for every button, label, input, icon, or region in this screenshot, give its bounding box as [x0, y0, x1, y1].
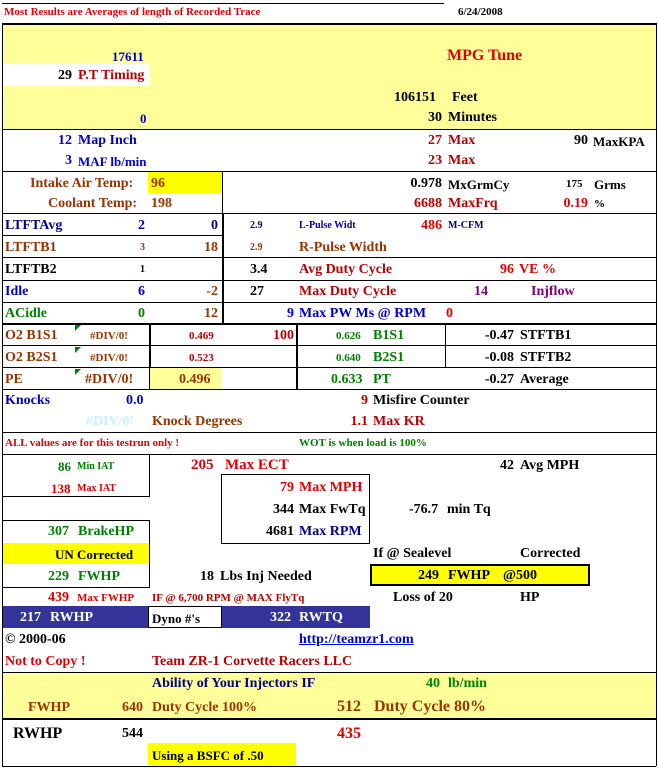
pct-value: 0.19 — [563, 196, 588, 211]
avg-mph-value: 42 — [500, 458, 514, 473]
pct-label: % — [594, 198, 605, 210]
knock-degrees-label: Knock Degrees — [152, 414, 243, 429]
tune-title: MPG Tune — [447, 47, 523, 64]
maxfwhp-label: Max FWHP — [77, 592, 135, 604]
maf-max-label: Max — [448, 153, 476, 168]
mcfm-value: 486 — [421, 218, 442, 233]
max-iat-value: 138 — [51, 481, 71, 496]
rwtq-value: 322 — [270, 610, 291, 625]
misfire-value: 9 — [361, 393, 368, 408]
knock-div: #DIV/0! — [86, 414, 135, 429]
rpulse-value: 2.9 — [250, 242, 263, 253]
knocks-label: Knocks — [5, 393, 51, 408]
fwtq-label: Max FwTq — [299, 502, 366, 517]
misfire-label: Misfire Counter — [373, 393, 470, 408]
ltftb1-v1: 3 — [140, 242, 145, 253]
grms-label: Grms — [594, 177, 626, 192]
o2-b1-label: O2 B1S1 — [5, 328, 58, 343]
pe-label: PE — [5, 372, 23, 387]
ltftavg-label: LTFTAvg — [5, 218, 63, 233]
avg-value: -0.27 — [484, 372, 514, 387]
wot-note: WOT is when load is 100% — [299, 437, 427, 449]
stft2-value: -0.08 — [484, 350, 514, 365]
o2-b2-right-value: 0.640 — [336, 352, 361, 364]
o2-b2-div: #DIV/0! — [90, 352, 128, 364]
stft2-label: STFTB2 — [520, 350, 572, 365]
knocks-value: 0.0 — [126, 393, 144, 408]
ltftb2-v1: 1 — [140, 264, 145, 275]
copyright: © 2000-06 — [5, 632, 66, 647]
max-mph-value: 79 — [280, 480, 294, 495]
maxduty-label: Max Duty Cycle — [299, 284, 397, 299]
sealevel-label: If @ Sealevel — [373, 546, 452, 561]
maf-max-value: 23 — [428, 153, 442, 168]
ltftb1-label: LTFTB1 — [5, 240, 57, 255]
acidle-label: ACidle — [5, 306, 47, 321]
min-iat-label: Min IAT — [77, 461, 115, 472]
avg-mph-label: Avg MPH — [520, 458, 580, 473]
team-link-wrap — [299, 633, 414, 647]
stft1-label: STFTB1 — [520, 328, 572, 343]
fwhp-sl-label: FWHP — [448, 568, 490, 583]
map-max-label: Max — [448, 133, 476, 148]
fwhp-label: FWHP — [78, 569, 120, 584]
fwhp-value: 229 — [48, 569, 69, 584]
minutes-value: 30 — [428, 110, 442, 125]
fwhp-sl-at: @500 — [503, 568, 538, 583]
ve-label: VE % — [519, 262, 556, 277]
mcfm-label: M-CFM — [448, 220, 484, 231]
feet-label: Feet — [452, 90, 478, 105]
ltftavg-v1: 2 — [138, 218, 145, 233]
bsfc-note: Using a BSFC of .50 — [152, 748, 264, 763]
maxrpm-value: 4681 — [266, 524, 294, 539]
ve-value: 96 — [500, 262, 514, 277]
acidle-v1: 0 — [138, 306, 145, 321]
map-max-value: 27 — [428, 133, 442, 148]
min-iat-value: 86 — [58, 459, 71, 474]
o2-b2-label: O2 B2S1 — [5, 350, 58, 365]
mintq-value: -76.7 — [409, 502, 439, 517]
iat-label: Intake Air Temp: — [30, 176, 134, 191]
idle-v1: 6 — [138, 284, 145, 299]
o2-b1-value: 0.469 — [189, 330, 214, 342]
coolant-label: Coolant Temp: — [48, 196, 138, 211]
map-value: 12 — [58, 133, 72, 148]
maxkr-value: 1.1 — [350, 414, 368, 429]
fwhp80-value: 512 — [337, 698, 361, 715]
coolant-value: 198 — [151, 196, 172, 211]
pe-div: #DIV/0! — [85, 372, 134, 387]
not-copy: Not to Copy ! — [5, 654, 86, 669]
flytq-note: IF @ 6,700 RPM @ MAX FlyTq — [152, 592, 305, 604]
max-ect-label: Max ECT — [225, 457, 289, 473]
grms-value: 175 — [566, 178, 583, 190]
maxfwhp-value: 439 — [48, 590, 69, 605]
maxpw-value: 9 — [287, 306, 294, 321]
injflow-label: Injflow — [531, 284, 575, 299]
brakehp-label: BrakeHP — [78, 524, 134, 539]
lbmin-value: 40 — [426, 676, 440, 691]
o2-b1-div: #DIV/0! — [90, 330, 128, 342]
o2-b1-100: 100 — [273, 328, 294, 343]
fwtq-value: 344 — [273, 502, 294, 517]
acidle-v2: 12 — [204, 306, 218, 321]
pt-o2-value: 0.633 — [331, 372, 363, 387]
team-link[interactable]: http://teamzr1.com — [299, 632, 414, 647]
avgduty-value: 3.4 — [250, 262, 268, 277]
ltftavg-v2: 0 — [211, 218, 218, 233]
ability-label: Ability of Your Injectors IF — [152, 676, 316, 691]
all-values-note: ALL values are for this testrun only ! — [5, 437, 180, 449]
loss-label: Loss of 20 — [393, 590, 453, 605]
ltftb1-v2: 18 — [204, 240, 218, 255]
iat-value: 96 — [151, 176, 165, 191]
max-mph-label: Max MPH — [299, 480, 363, 495]
rwhp-label: RWHP — [50, 610, 94, 625]
rwhp-value: 217 — [20, 610, 41, 625]
hp-label: HP — [520, 590, 540, 605]
inj-needed-label: Lbs Inj Needed — [220, 569, 312, 584]
pe-value: 0.496 — [179, 372, 211, 387]
o2-b2-value: 0.523 — [189, 352, 214, 364]
tune-top-number: 17611 — [112, 49, 144, 64]
maxkpa-value: 90 — [574, 133, 588, 148]
feet-value: 106151 — [394, 90, 436, 105]
max-iat-label: Max IAT — [77, 483, 116, 494]
team-name: Team ZR-1 Corvette Racers LLC — [152, 654, 353, 669]
dyno-label: Dyno #'s — [152, 611, 201, 626]
maxfrq-label: MaxFrq — [448, 196, 498, 211]
maxduty-value: 27 — [250, 284, 264, 299]
avgduty-label: Avg Duty Cycle — [299, 262, 393, 277]
lbmin-label: lb/min — [448, 676, 487, 691]
rwhp100-value: 544 — [122, 726, 143, 741]
pt-value: 29 — [58, 68, 72, 83]
maxrpm-label: Max RPM — [299, 524, 362, 539]
inj-fwhp-label: FWHP — [28, 700, 70, 715]
ltftb2-label: LTFTB2 — [5, 262, 57, 277]
maxpw-rpm: 0 — [446, 306, 453, 321]
o2-b1-right-value: 0.626 — [336, 330, 361, 342]
max-ect-value: 205 — [191, 457, 214, 473]
idle-v2: -2 — [206, 284, 218, 299]
inj-needed-value: 18 — [200, 569, 214, 584]
minutes-label: Minutes — [448, 110, 497, 125]
uncorrected-label: UN Corrected — [55, 547, 134, 562]
map-label: Map Inch — [78, 133, 137, 148]
header-date: 6/24/2008 — [458, 6, 503, 18]
mxgrm-value: 0.978 — [410, 176, 442, 191]
rwhp80-value: 435 — [337, 725, 361, 742]
maxkr-label: Max KR — [373, 414, 425, 429]
o2-b1-right-label: B1S1 — [373, 328, 405, 343]
injflow-value: 14 — [474, 284, 488, 299]
injectors-panel — [2, 672, 656, 718]
lpulse-label: L-Pulse Widt — [299, 220, 356, 231]
inj-rwhp-label: RWHP — [13, 725, 63, 742]
rwtq-label: RWTQ — [299, 610, 343, 625]
duty100-label: Duty Cycle 100% — [152, 700, 257, 715]
mxgrm-label: MxGrmCy — [448, 177, 510, 192]
rwtq-cell — [222, 606, 370, 628]
o2-b2-right-label: B2S1 — [373, 350, 405, 365]
maxkpa-label: MaxKPA — [593, 134, 645, 149]
fwhp-sl-value: 249 — [418, 568, 439, 583]
avg-label: Average — [520, 372, 569, 387]
maxfrq-value: 6688 — [414, 196, 442, 211]
corrected-label: Corrected — [520, 546, 581, 561]
mintq-label: min Tq — [447, 502, 491, 517]
brakehp-value: 307 — [48, 524, 69, 539]
fwhp100-value: 640 — [122, 700, 143, 715]
rpulse-label: R-Pulse Width — [299, 240, 387, 255]
zero-value: 0 — [140, 111, 147, 126]
duty80-label: Duty Cycle 80% — [374, 698, 486, 715]
maf-value: 3 — [65, 153, 72, 168]
pt-o2-label: PT — [373, 372, 391, 387]
maxpw-label: Max PW Ms @ RPM — [299, 306, 427, 321]
stft1-value: -0.47 — [484, 328, 514, 343]
maf-label: MAF lb/min — [78, 154, 147, 169]
idle-label: Idle — [5, 284, 29, 299]
lpulse-value: 2.9 — [250, 220, 263, 231]
pt-label: P.T Timing — [78, 68, 145, 83]
header-note: Most Results are Averages of length of Recorded Trace — [4, 6, 261, 18]
